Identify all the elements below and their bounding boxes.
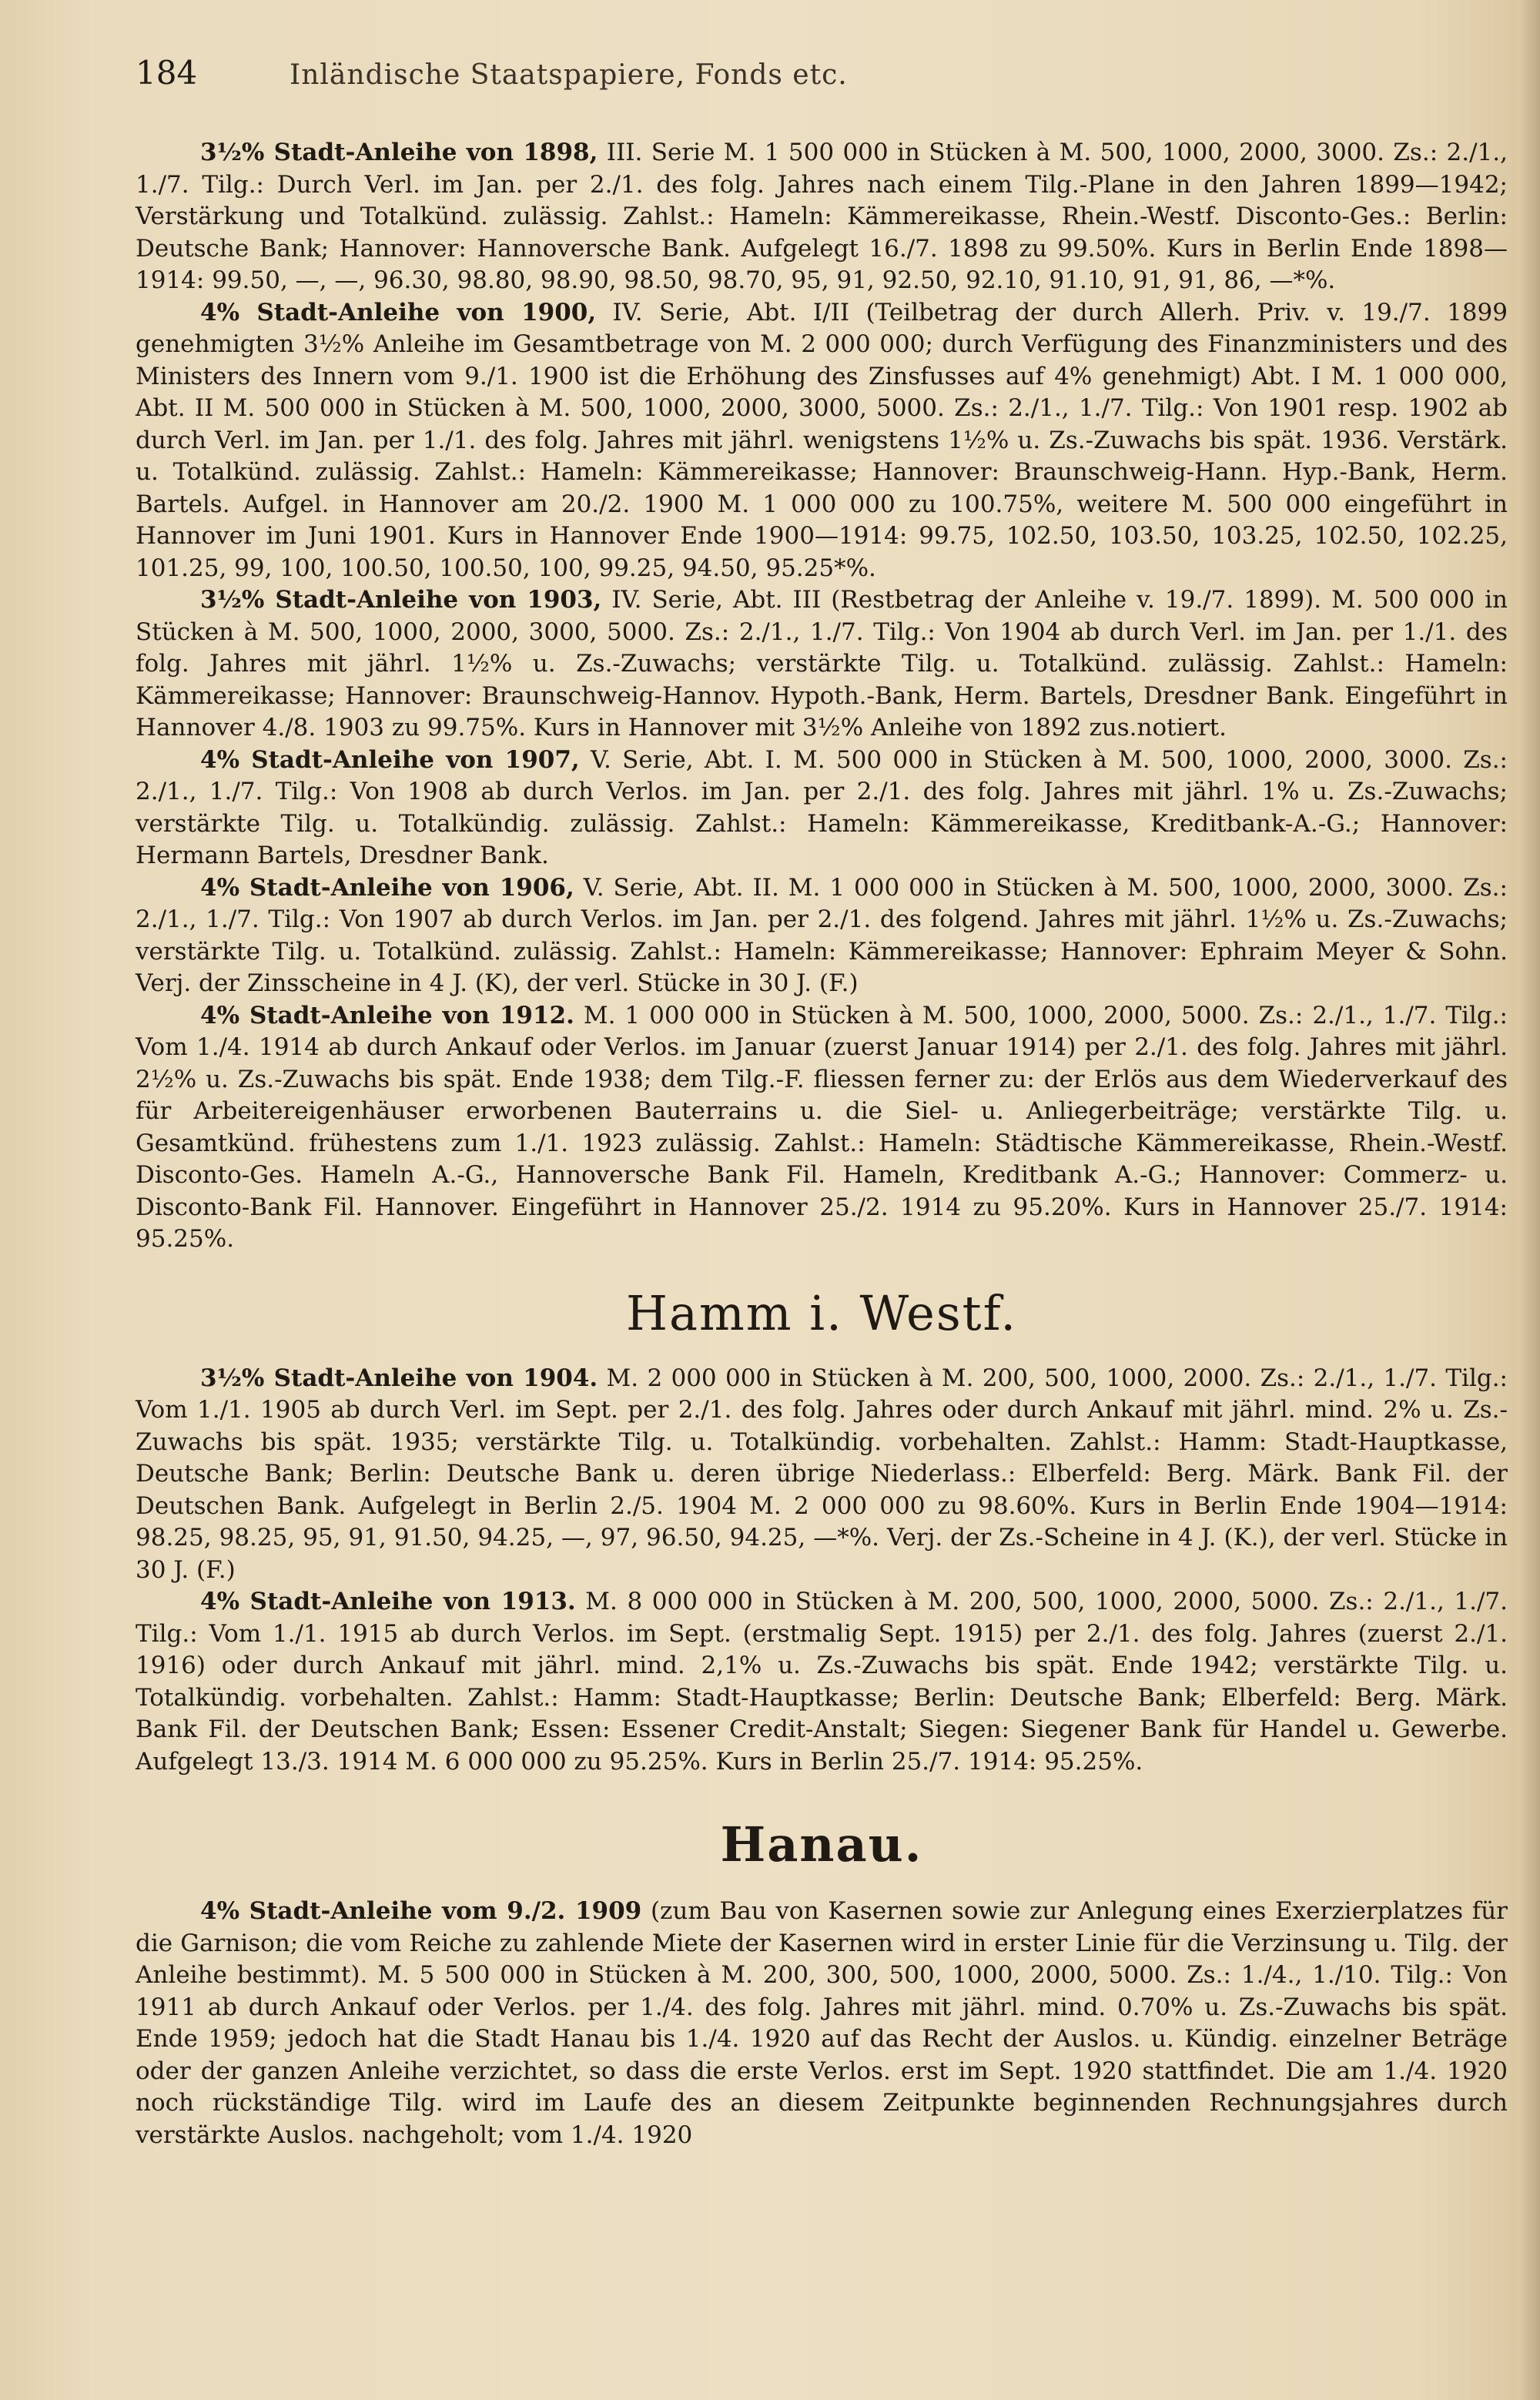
bond-description: (zum Bau von Kasernen sowie zur Anlegung eines Exerzierplatzes für die Garnison; die vom Reiche zu zahlende Miete der Kasernen wird in erster Linie für die Verzinsung u. Tilg. der Anleihe bestimmt). M. 5 500 000 in Stücken à M. 200, 300, 500, 1000, 2000, 5000. Zs.: 1./4., 1./10. Tilg.: Von 1911 ab durch Ankauf oder Verlos. per 1./4. des folg. Jahres mit jährl. mind. 0.70% u. Zs.-Zuwachs bis spät. Ende 1959; jedoch hat die Stadt Hanau bis 1./4. 1920 auf das Recht der Auslos. u. Kündig. einzelner Beträge oder der ganzen Anleihe verzichtet, so dass die erste Verlos. erst im Sept. 1920 stattfindet. Die am 1./4. 1920 noch rückständige Tilg. wird im Laufe des an diesem Zeitpunkte beginnenden Rechnungsjahres durch verstärkte Auslos. nachgeholt; vom 1./4. 1920	[136, 1897, 1508, 2149]
bond-title: 4% Stadt-Anleihe vom 9./2. 1909	[200, 1897, 642, 1925]
bond-title: 3½% Stadt-Anleihe von 1904.	[200, 1364, 598, 1392]
city-heading: Hanau.	[720, 1816, 923, 1873]
bond-title: 4% Stadt-Anleihe von 1906,	[200, 873, 574, 902]
bond-entry	[136, 872, 1508, 1000]
bond-title: 4% Stadt-Anleihe von 1907,	[200, 745, 580, 774]
bond-entry	[136, 1896, 1508, 2151]
page-header	[136, 54, 1508, 109]
bond-entry	[136, 1000, 1508, 1256]
bond-title: 4% Stadt-Anleihe von 1900,	[200, 298, 597, 326]
bond-description: III. Serie M. 1 500 000 in Stücken à M. 500, 1000, 2000, 3000. Zs.: 2./1., 1./7. Tilg.: Durch Verl. im Jan. per 2./1. des folg. Jahres nach einem Tilg.-Plane in den Jahren 1899—1942; Verstärkung und Totalkünd. zulässig. Zahlst.: Hameln: Kämmereikasse, Rhein.-Westf. Disconto-Ges.: Berlin: Deutsche Bank; Hannover: Hannoversche Bank. Aufgelegt 16./7. 1898 zu 99.50%. Kurs in Berlin Ende 1898—1914: 99.50, —, —, 96.30, 98.80, 98.90, 98.50, 98.70, 95, 91, 92.50, 92.10, 91.10, 91, 91, 86, —*%.	[136, 139, 1508, 294]
bond-description: IV. Serie, Abt. I/II (Teilbetrag der durch Allerh. Priv. v. 19./7. 1899 genehmigten 3½% Anleihe im Gesamtbetrage von M. 2 000 000; durch Verfügung des Finanzministers und des Ministers des Innern vom 9./1. 1900 ist die Erhöhung des Zinsfusses auf 4% genehmigt) Abt. I M. 1 000 000, Abt. II M. 500 000 in Stücken à M. 500, 1000, 2000, 3000, 5000. Zs.: 2./1., 1./7. Tilg.: Von 1901 resp. 1902 ab durch Verl. im Jan. per 1./1. des folg. Jahres mit jährl. wenigstens 1½% u. Zs.-Zuwachs bis spät. 1936. Verstärk. u. Totalkünd. zulässig. Zahlst.: Hameln: Kämmereikasse; Hannover: Braunschweig-Hann. Hyp.-Bank, Herm. Bartels. Aufgel. in Hannover am 20./2. 1900 M. 1 000 000 zu 100.75%, weitere M. 500 000 eingeführt in Hannover im Juni 1901. Kurs in Hannover Ende 1900—1914: 99.75, 102.50, 103.50, 103.25, 102.50, 102.25, 101.25, 99, 100, 100.50, 100.50, 100, 99.25, 94.50, 95.25*%.	[136, 298, 1508, 582]
bond-description: M. 8 000 000 in Stücken à M. 200, 500, 1000, 2000, 5000. Zs.: 2./1., 1./7. Tilg.: Vom 1./1. 1915 ab durch Verlos. im Sept. (erstmalig Sept. 1915) per 2./1. des folg. Jahres (zuerst 2./1. 1916) oder durch Ankauf mit jährl. mind. 2,1% u. Zs.-Zuwachs bis spät. Ende 1942; verstärkte Tilg. u. Totalkündig. vorbehalten. Zahlst.: Hamm: Stadt-Hauptkasse; Berlin: Deutsche Bank; Elberfeld: Berg. Märk. Bank Fil. der Deutschen Bank; Essen: Essener Credit-Anstalt; Siegen: Siegener Bank für Handel u. Gewerbe. Aufgelegt 13./3. 1914 M. 6 000 000 zu 95.25%. Kurs in Berlin 25./7. 1914: 95.25%.	[136, 1588, 1508, 1776]
running-title: Inländische Staatspapiere, Fonds etc.	[290, 59, 848, 91]
bond-entry	[136, 1363, 1508, 1587]
bond-entry	[136, 745, 1508, 872]
bond-entry	[136, 1586, 1508, 1778]
bond-entry	[136, 137, 1508, 297]
section-hameln	[136, 137, 1508, 1256]
page-number: 184	[136, 54, 198, 92]
bond-title: 4% Stadt-Anleihe von 1913.	[200, 1588, 576, 1615]
city-heading: Hamm i. Westf.	[625, 1284, 1018, 1341]
bond-description: M. 2 000 000 in Stücken à M. 200, 500, 1000, 2000. Zs.: 2./1., 1./7. Tilg.: Vom 1./1. 1905 ab durch Verl. im Sept. per 2./1. des folg. Jahres oder durch Ankauf mit jährl. mind. 2% u. Zs.-Zuwachs bis spät. 1935; verstärkte Tilg. u. Totalkündig. vorbehalten. Zahlst.: Hamm: Stadt-Hauptkasse, Deutsche Bank; Berlin: Deutsche Bank u. deren übrige Niederlass.: Elberfeld: Berg. Märk. Bank Fil. der Deutschen Bank. Aufgelegt in Berlin 2./5. 1904 M. 2 000 000 zu 98.60%. Kurs in Berlin Ende 1904—1914: 98.25, 98.25, 95, 91, 91.50, 94.25, —, 97, 96.50, 94.25, —*%. Verj. der Zs.-Scheine in 4 J. (K.), der verl. Stücke in 30 J. (F.)	[136, 1364, 1508, 1584]
bond-description: V. Serie, Abt. II. M. 1 000 000 in Stücken à M. 500, 1000, 2000, 3000. Zs.: 2./1., 1./7. Tilg.: Von 1907 ab durch Verlos. im Jan. per 2./1. des folgend. Jahres mit jährl. 1½% u. Zs.-Zuwachs; verstärkte Tilg. u. Totalkünd. zulässig. Zahlst.: Hameln: Kämmereikasse; Hannover: Ephraim Meyer & Sohn. Verj. der Zinsscheine in 4 J. (K), der verl. Stücke in 30 J. (F.)	[136, 873, 1508, 997]
bond-description: M. 1 000 000 in Stücken à M. 500, 1000, 2000, 5000. Zs.: 2./1., 1./7. Tilg.: Vom 1./4. 1914 ab durch Ankauf oder Verlos. im Januar (zuerst Januar 1914) per 2./1. des folg. Jahres mit jährl. 2½% u. Zs.-Zuwachs bis spät. Ende 1938; dem Tilg.-F. fliessen ferner zu: der Erlös aus dem Wiederverkauf des für Arbeitereigenhäuser erworbenen Bauterrains u. die Siel- u. Anliegerbeiträge; verstärkte Tilg. u. Gesamtkünd. frühestens zum 1./1. 1923 zulässig. Zahlst.: Hameln: Städtische Kämmereikasse, Rhein.-Westf. Disconto-Ges. Hameln A.-G., Hannoversche Bank Fil. Hameln, Kreditbank A.-G.; Hannover: Commerz- u. Disconto-Bank Fil. Hannover. Eingeführt in Hannover 25./2. 1914 zu 95.20%. Kurs in Hannover 25./7. 1914: 95.25%.	[136, 1001, 1508, 1253]
page-edge-shadow	[1520, 0, 1540, 2400]
section-hamm	[136, 1285, 1508, 1779]
bond-title: 4% Stadt-Anleihe von 1912.	[200, 1001, 574, 1029]
section-hanau	[136, 1816, 1508, 2151]
bond-title: 3½% Stadt-Anleihe von 1898,	[200, 139, 598, 166]
bond-description: IV. Serie, Abt. III (Restbetrag der Anleihe v. 19./7. 1899). M. 500 000 in Stücken à M. 500, 1000, 2000, 3000, 5000. Zs.: 2./1., 1./7. Tilg.: Von 1904 ab durch Verl. im Jan. per 1./1. des folg. Jahres mit jährl. 1½% u. Zs.-Zuwachs; verstärkte Tilg. u. Totalkünd. zulässig. Zahlst.: Hameln: Kämmereikasse; Hannover: Braunschweig-Hannov. Hypoth.-Bank, Herm. Bartels, Dresdner Bank. Eingeführt in Hannover 4./8. 1903 zu 99.75%. Kurs in Hannover mit 3½% Anleihe von 1892 zus.notiert.	[136, 586, 1508, 741]
bond-entry	[136, 584, 1508, 745]
bond-title: 3½% Stadt-Anleihe von 1903,	[200, 586, 602, 614]
bond-description: V. Serie, Abt. I. M. 500 000 in Stücken à M. 500, 1000, 2000, 3000. Zs.: 2./1., 1./7. Tilg.: Von 1908 ab durch Verlos. im Jan. per 2./1. des folg. Jahres mit jährl. 1% u. Zs.-Zuwachs; verstärkte Tilg. u. Totalkündig. zulässig. Zahlst.: Hameln: Kämmereikasse, Kreditbank-A.-G.; Hannover: Hermann Bartels, Dresdner Bank.	[136, 745, 1508, 869]
bond-entry	[136, 297, 1508, 585]
